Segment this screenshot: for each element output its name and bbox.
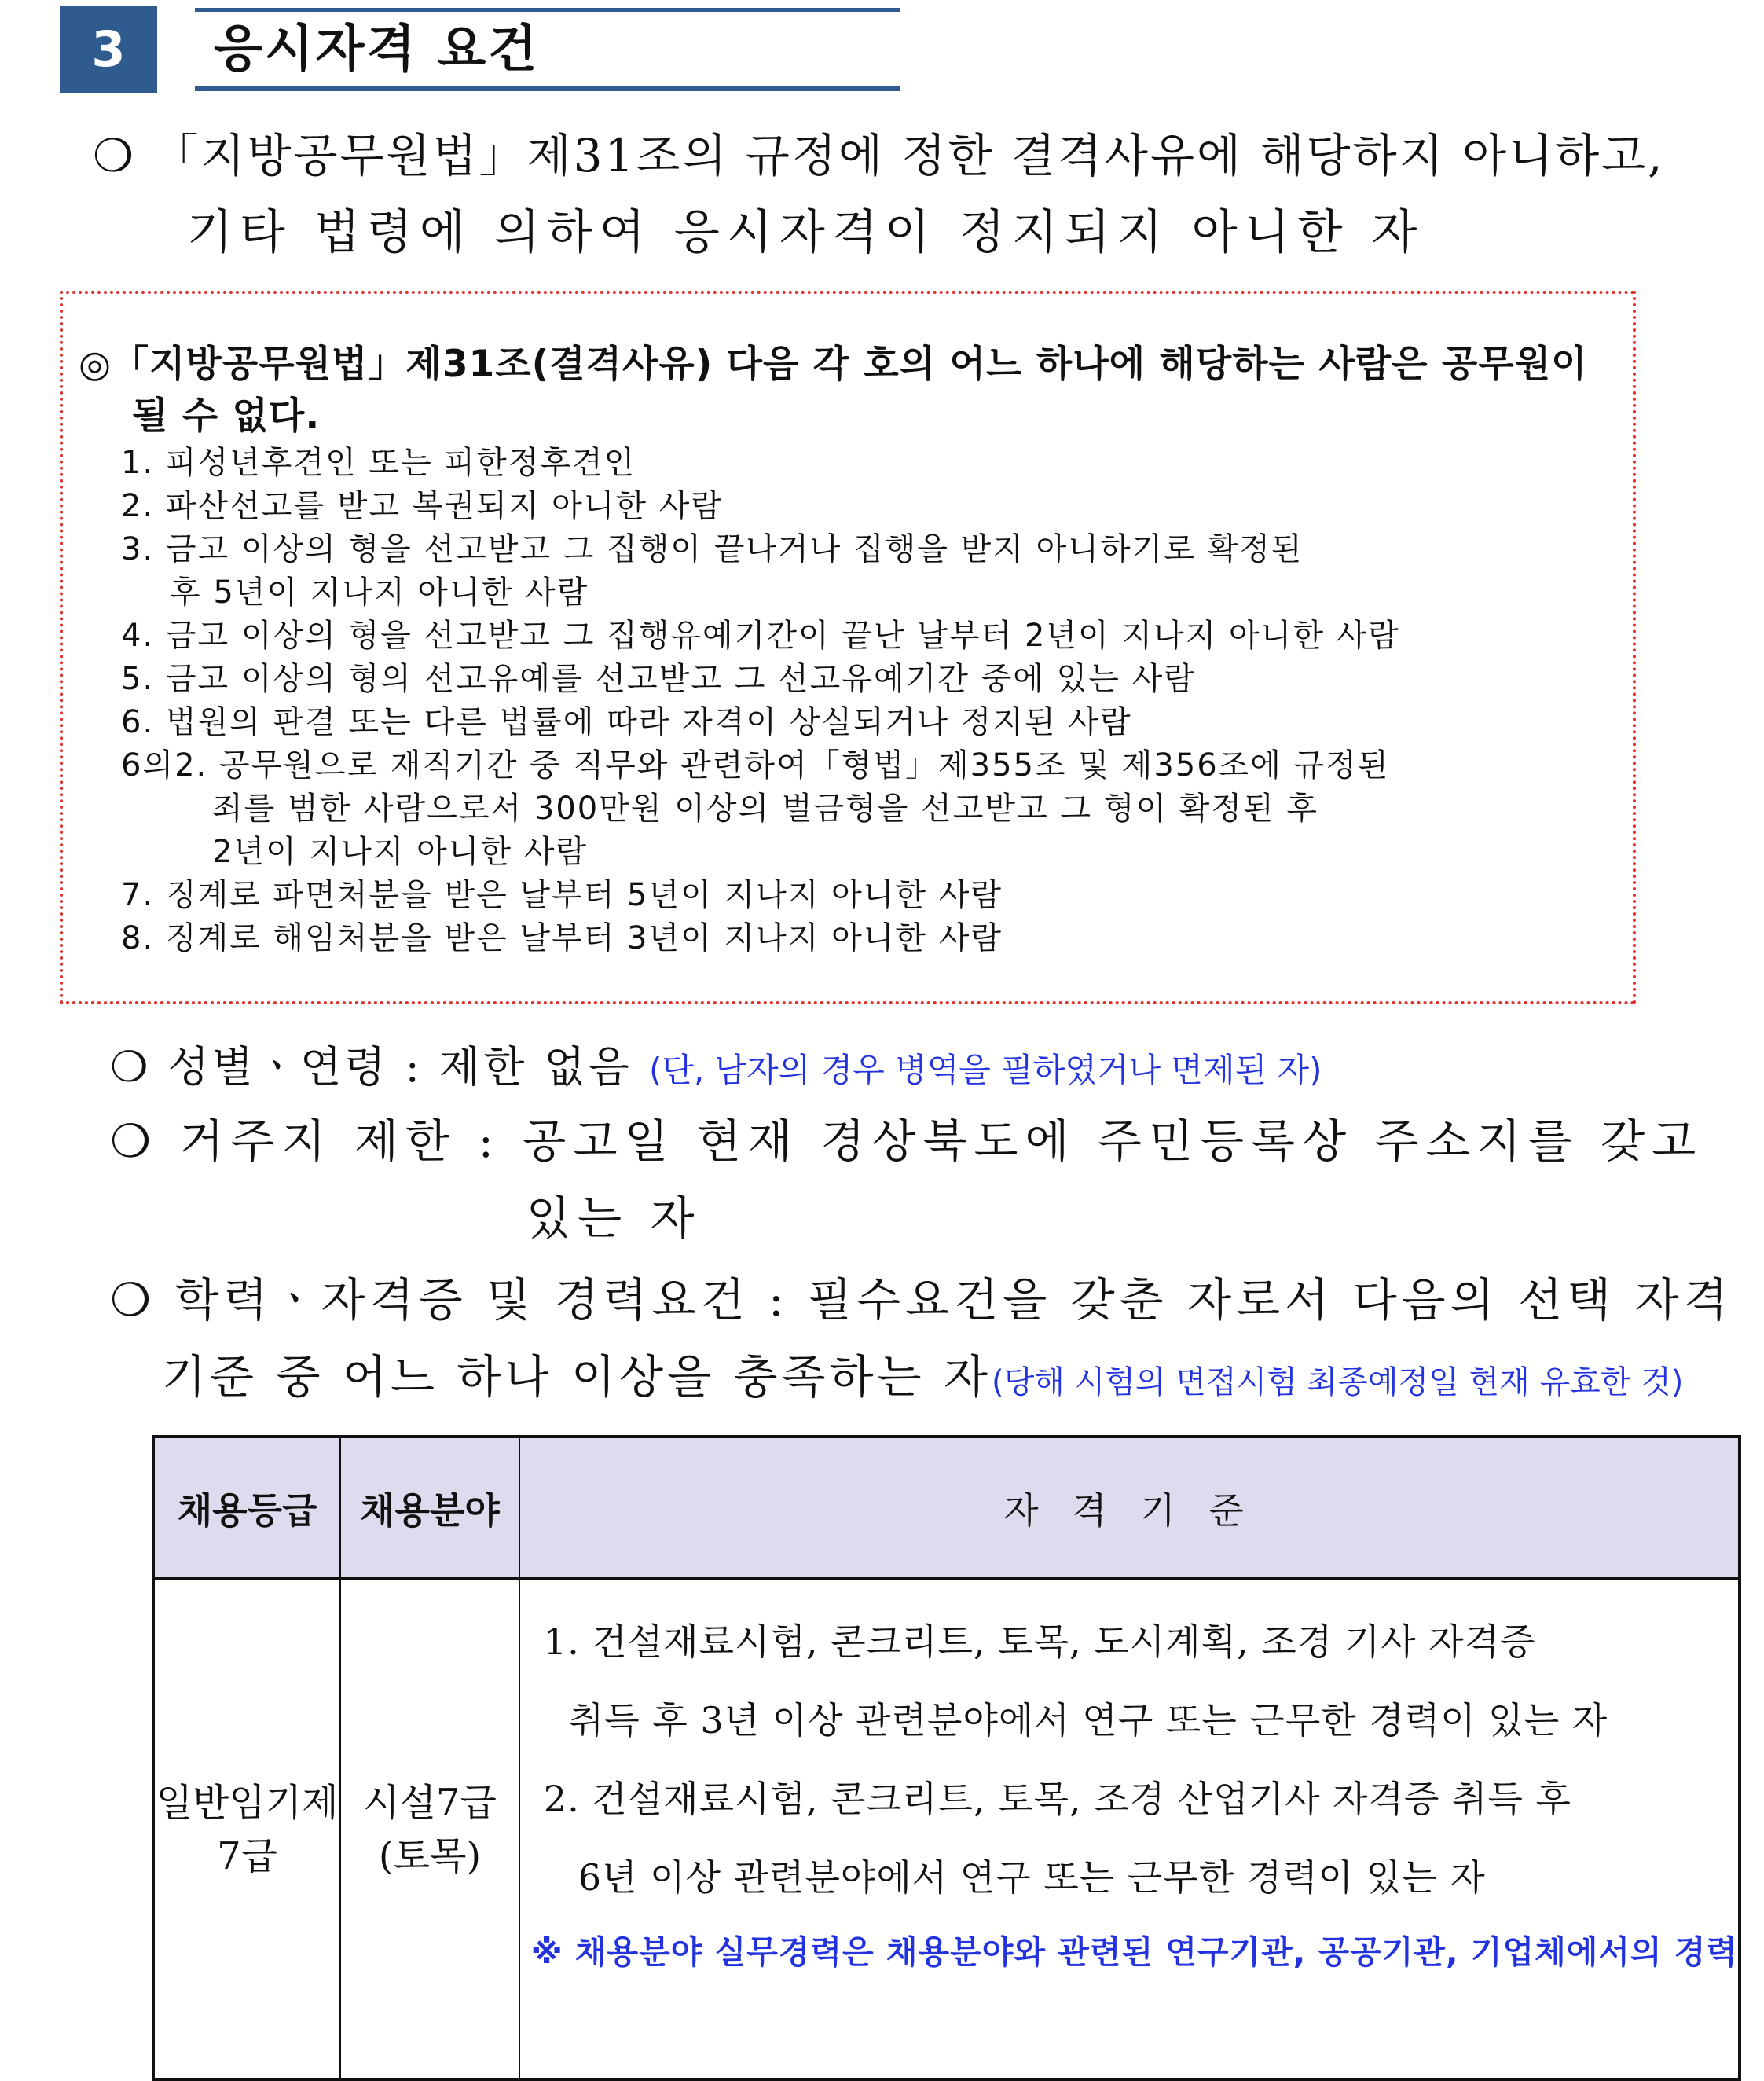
gender-age-line xyxy=(110,1036,1322,1102)
notice-item-6-2: 6의2. 공무원으로 재직기간 중 직무와 관련하여「형법」제355조 및 제356조에 규정된 xyxy=(121,747,1390,784)
notice-item-6-2-cont2: 2년이 지나지 아니한 사람 xyxy=(212,834,588,870)
header-field: 채용분야 xyxy=(340,1437,519,1579)
header-criteria: 자 격 기 준 xyxy=(519,1437,1740,1579)
criteria-2: 2. 건설재료시험, 콘크리트, 토목, 조경 산업기사 자격증 취득 후 xyxy=(543,1778,1571,1820)
cell-criteria xyxy=(519,1579,1740,2079)
notice-item-2: 2. 파산선고를 받고 복권되지 아니한 사람 xyxy=(121,488,723,524)
gender-age-note: (단, 남자의 경우 병역을 필하였거나 면제된 자) xyxy=(648,1051,1322,1089)
notice-item-7: 7. 징계로 파면처분을 받은 날부터 5년이 지나지 아니한 사람 xyxy=(121,877,1003,913)
criteria-note: ※ 채용분야 실무경력은 채용분야와 관련된 연구기관, 공공기관, 기업체에서의 경력 xyxy=(530,1933,1738,1971)
cell-grade xyxy=(153,1579,340,2079)
para1-bullet-icon: ❍ xyxy=(93,129,136,182)
education-text-line1: 학력ㆍ자격증 및 경력요건 : 필수요건을 갖춘 자로서 다음의 선택 자격 xyxy=(174,1273,1733,1327)
gender-age-text: 성별ㆍ연령 : 제한 없음 xyxy=(167,1042,633,1092)
education-line2 xyxy=(162,1344,1683,1415)
grade-line2: 7급 xyxy=(217,1833,278,1878)
notice-item-6: 6. 법원의 판결 또는 다른 법률에 따라 자격이 상실되거나 정지된 사람 xyxy=(121,704,1132,740)
notice-item-6-2-cont1: 죄를 범한 사람으로서 300만원 이상의 벌금형을 선고받고 그 형이 확정된 후 xyxy=(212,791,1319,827)
education-bullet-icon: ❍ xyxy=(110,1273,156,1327)
gender-bullet-icon: ❍ xyxy=(110,1042,152,1092)
notice-item-4: 4. 금고 이상의 형을 선고받고 그 집행유예기간이 끝난 날부터 2년이 지나지 아니한 사람 xyxy=(121,618,1400,654)
residence-text-line1: 거주지 제한 : 공고일 현재 경상북도에 주민등록상 주소지를 갖고 xyxy=(179,1114,1703,1168)
residence-bullet-icon: ❍ xyxy=(110,1114,158,1168)
education-line1 xyxy=(110,1267,1733,1333)
para1-text-line1: 「지방공무원법」제31조의 규정에 정한 결격사유에 해당하지 아니하고, xyxy=(152,129,1665,182)
criteria-1-cont: 취득 후 3년 이상 관련분야에서 연구 또는 근무한 경력이 있는 자 xyxy=(568,1699,1608,1742)
criteria-2-cont: 6년 이상 관련분야에서 연구 또는 근무한 경력이 있는 자 xyxy=(578,1856,1486,1899)
section-title: 응시자격 요건 xyxy=(214,20,540,79)
header-grade: 채용등급 xyxy=(153,1437,340,1579)
education-text-line2: 기준 중 어느 하나 이상을 충족하는 자 xyxy=(162,1350,992,1404)
field-line2: (토목) xyxy=(378,1833,482,1878)
para1-line1 xyxy=(93,124,1665,187)
residence-text-line2: 있는 자 xyxy=(526,1191,702,1245)
section-title-rule-top xyxy=(195,8,900,12)
notice-item-5: 5. 금고 이상의 형의 선고유예를 선고받고 그 선고유예기간 중에 있는 사람 xyxy=(121,661,1196,697)
notice-item-1: 1. 피성년후견인 또는 피한정후견인 xyxy=(121,445,636,481)
table-row xyxy=(153,1579,1740,2079)
qualification-table xyxy=(152,1435,1741,2081)
grade-line1: 일반임기제 xyxy=(156,1780,339,1825)
criteria-1: 1. 건설재료시험, 콘크리트, 토목, 도시계획, 조경 기사 자격증 xyxy=(543,1620,1536,1663)
field-line1: 시설7급 xyxy=(363,1780,497,1825)
section-number: 3 xyxy=(60,6,157,93)
cell-field xyxy=(340,1579,519,2079)
notice-item-8: 8. 징계로 해임처분을 받은 날부터 3년이 지나지 아니한 사람 xyxy=(121,920,1003,956)
table-header-row xyxy=(153,1437,1740,1579)
section-title-rule-bottom xyxy=(195,86,900,91)
para1-text-line2: 기타 법령에 의하여 응시자격이 정지되지 아니한 자 xyxy=(187,205,1425,260)
notice-heading-line1: ◎「지방공무원법」제31조(결격사유) 다음 각 호의 어느 하나에 해당하는 사람은 공무원이 xyxy=(79,343,1588,386)
notice-heading-line2: 될 수 없다. xyxy=(132,395,321,438)
notice-item-3: 3. 금고 이상의 형을 선고받고 그 집행이 끝나거나 집행을 받지 아니하기로 확정된 xyxy=(121,531,1304,567)
education-note: (당해 시험의 면접시험 최종예정일 현재 유효한 것) xyxy=(992,1364,1684,1400)
residence-line1 xyxy=(110,1108,1703,1174)
notice-item-3-cont: 후 5년이 지나지 아니한 사람 xyxy=(170,574,589,611)
